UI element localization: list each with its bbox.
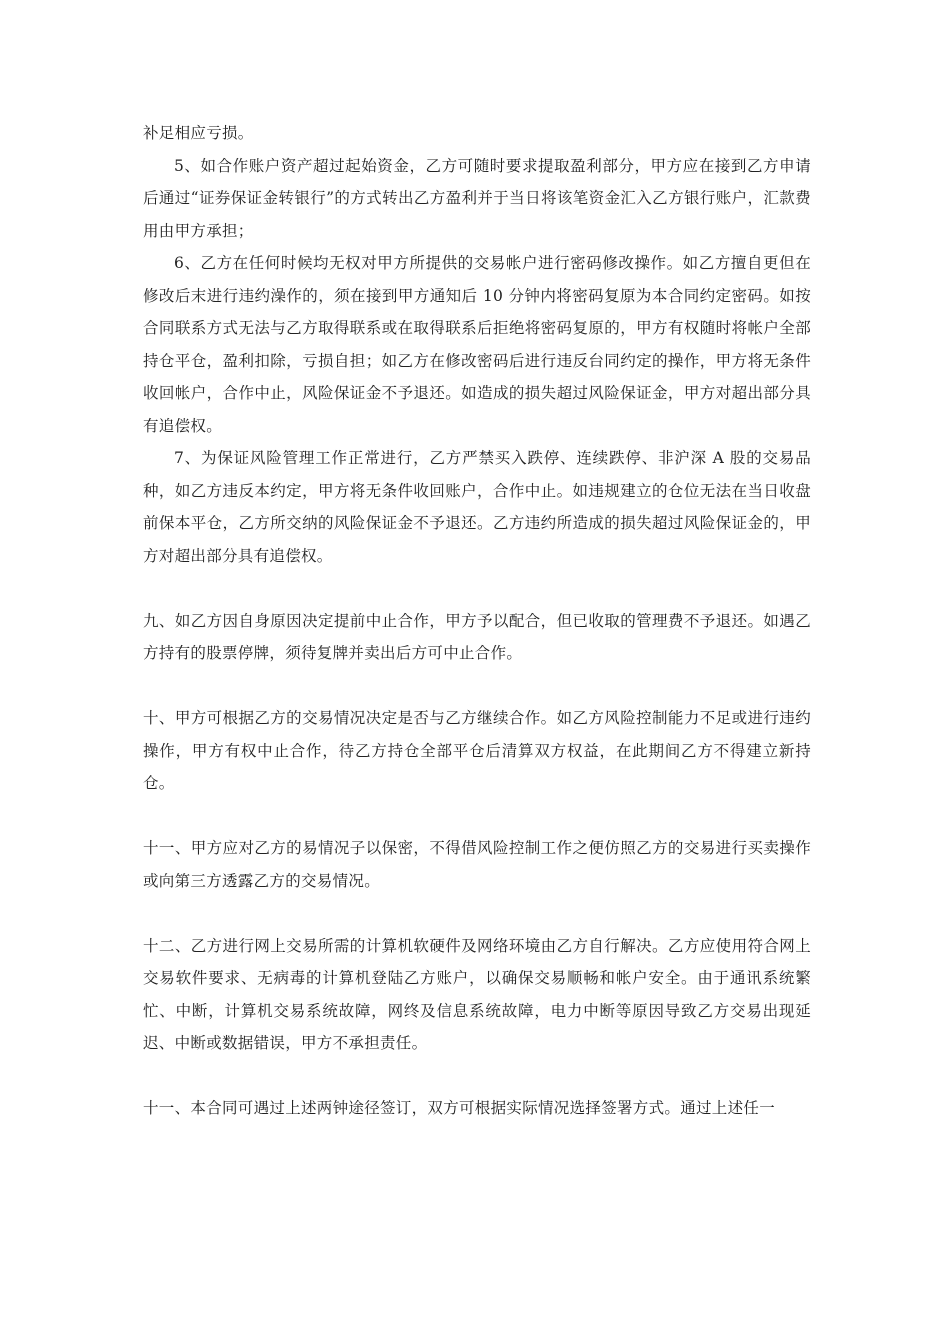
paragraph-article-12: 十二、乙方进行网上交易所需的计算机软硬件及网络环境由乙方自行解决。乙方应使用符合网上交易软件要求、无病毒的计算机登陆乙方账户，以确保交易顺畅和帐户安全。由于通讯系统繁忙、中断，计算机交易系统故障，网终及信息系统故障，电力中断等原因导致乙方交易出现延迟、中断或数据错误，甲方不承担责任。 (143, 936, 811, 1052)
paragraph-loss-continuation: 补足相应亏损。 (143, 124, 254, 142)
paragraph-clause-7: 7、为保证风险管理工作正常进行，乙方严禁买入跌停、连续跌停、非沪深 A 股的交易品种，如乙方违反本约定，甲方将无条件收回账户，合作中止。如违规建立的仓位无法在当日收盘前保本平仓，乙方所交纳的风险保证金不予退还。乙方违约所造成的损失超过风险保证金的，甲方对超出部分具有追偿权。 (143, 449, 811, 565)
paragraph-article-10: 十、甲方可根据乙方的交易情况决定是否与乙方继续合作。如乙方风险控制能力不足或进行违约操作，甲方有权中止合作，待乙方持仓全部平仓后清算双方权益，在此期间乙方不得建立新持仓。 (143, 709, 811, 792)
paragraph-article-9: 九、如乙方因自身原因决定提前中止合作，甲方予以配合，但已收取的管理费不予退还。如遇乙方持有的股票停牌，须待复牌并卖出后方可中止合作。 (143, 611, 811, 662)
paragraph-clause-6: 6、乙方在任何时候均无权对甲方所提供的交易帐户进行密码修改操作。如乙方擅自更但在修改后末进行违约澡作的，须在接到甲方通知后 10 分钟内将密码复原为本合同约定密码。如按合同联系方式无法与乙方取得联系或在取得联系后拒绝将密码复原的，甲方有权随时将帐户全部持仓平仓，盈利扣除，亏损自担；如乙方在修改密码后进行违反台同约定的操作，甲方将无条件收回帐户，合作中止，风险保证金不予退还。如造成的损失超过风险保证金，甲方对超出部分具有追偿权。 (143, 254, 811, 435)
paragraph-article-11-confidentiality: 十一、甲方应对乙方的易情况子以保密，不得借风险控制工作之便仿照乙方的交易进行买卖操作或向第三方透露乙方的交易情况。 (143, 839, 811, 890)
paragraph-clause-5: 5、如合作账户资产超过起始资金，乙方可随时要求提取盈利部分，甲方应在接到乙方申请后通过“证券保证金转银行”的方式转出乙方盈利并于当日将该笔资金汇入乙方银行账户，汇款费用由甲方承担； (143, 156, 811, 240)
contract-body (143, 117, 811, 1125)
paragraph-article-11-signing: 十一、本合同可遇过上述两钟途径签订，双方可根据实际情况选择签署方式。通过上述任一 (143, 1099, 776, 1117)
